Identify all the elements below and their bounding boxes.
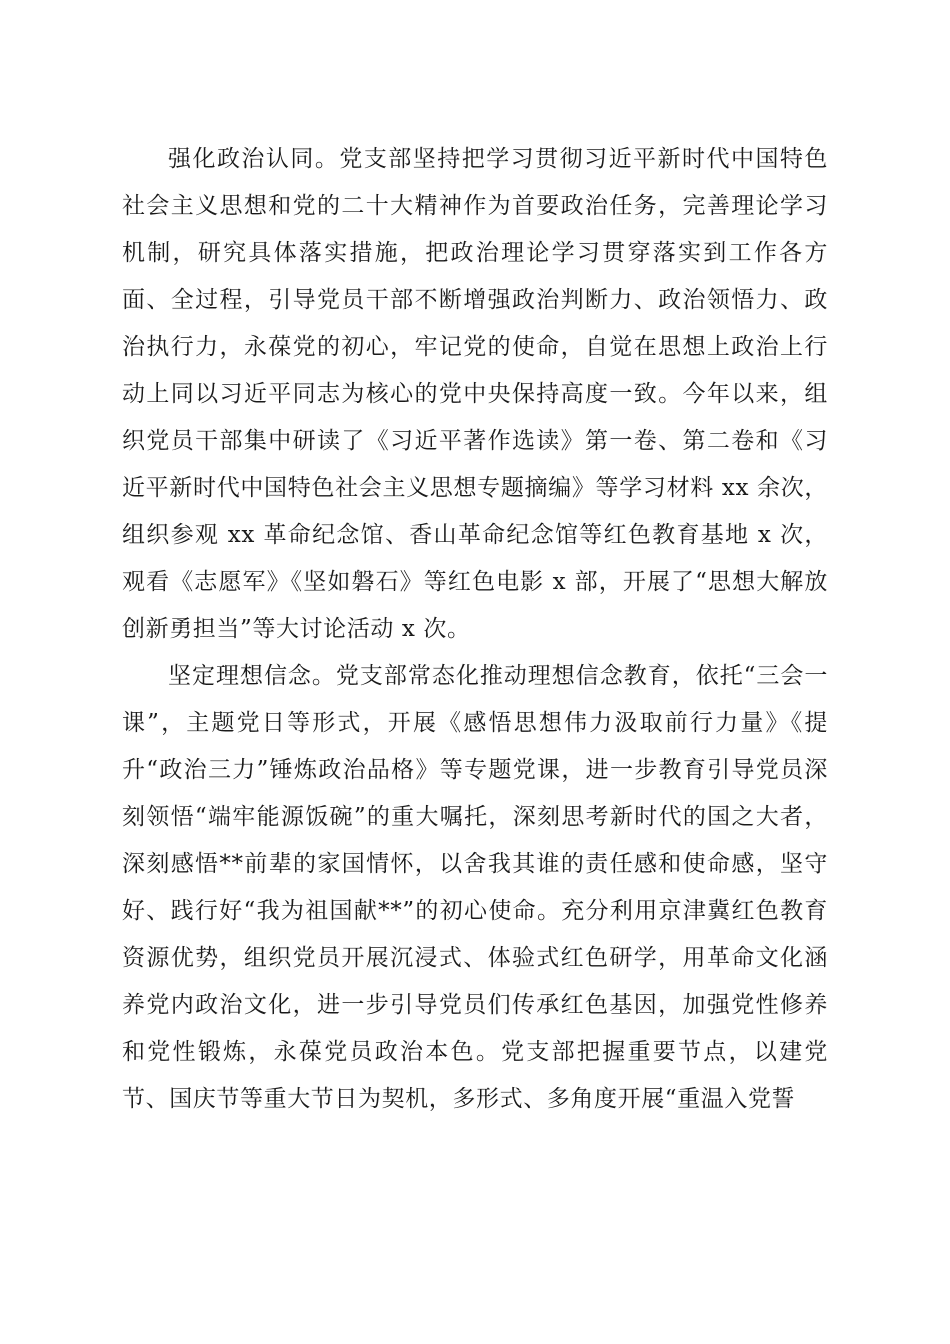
document-body bbox=[122, 136, 828, 1123]
paragraph-ideals-beliefs: 坚定理想信念。党支部常态化推动理想信念教育，依托“三会一课”，主题党日等形式，开展《感悟思想伟力汲取前行力量》《提升“政治三力”锤炼政治品格》等专题党课，进一步教育引导党员深刻领悟“端牢能源饭碗”的重大嘱托，深刻思考新时代的国之大者，深刻感悟**前辈的家国情怀，以舍我其谁的责任感和使命感，坚守好、践行好“我为祖国献**”的初心使命。充分利用京津冀红色教育资源优势，组织党员开展沉浸式、体验式红色研学，用革命文化涵养党内政治文化，进一步引导党员们传承红色基因，加强党性修养和党性锻炼，永葆党员政治本色。党支部把握重要节点，以建党节、国庆节等重大节日为契机，多形式、多角度开展“重温入党誓 bbox=[122, 663, 828, 1112]
paragraph-political-identity: 强化政治认同。党支部坚持把学习贯彻习近平新时代中国特色社会主义思想和党的二十大精神作为首要政治任务，完善理论学习机制，研究具体落实措施，把政治理论学习贯穿落实到工作各方面、全过程，引导党员干部不断增强政治判断力、政治领悟力、政治执行力，永葆党的初心，牢记党的使命，自觉在思想上政治上行动上同以习近平同志为核心的党中央保持高度一致。今年以来，组织党员干部集中研读了《习近平著作选读》第一卷、第二卷和《习近平新时代中国特色社会主义思想专题摘编》等学习材料 xx 余次，组织参观 xx 革命纪念馆、香山革命纪念馆等红色教育基地 x 次，观看《志愿军》《坚如磐石》等红色电影 x 部，开展了“思想大解放创新勇担当”等大讨论活动 x 次。 bbox=[122, 146, 828, 642]
